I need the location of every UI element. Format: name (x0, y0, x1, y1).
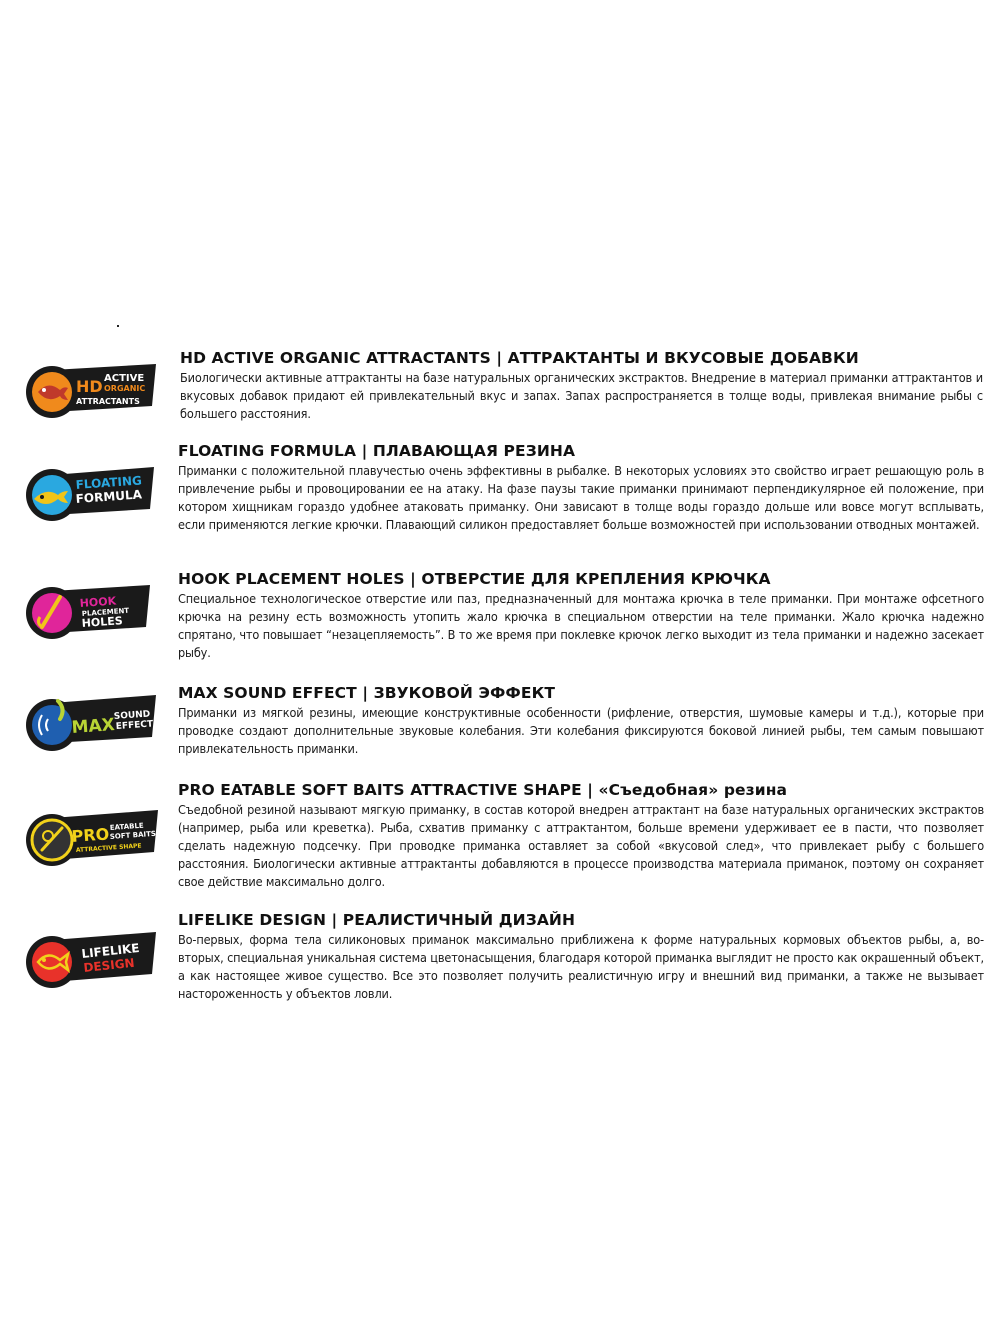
badge-floating-text: FLOATING (75, 473, 143, 492)
hook-placement-holes-badge (24, 583, 160, 645)
feature-text (178, 780, 984, 891)
feature-title: PRO EATABLE SOFT BAITS ATTRACTIVE SHAPE | «Съедобная» резина (178, 781, 788, 799)
badge-formula-text: FORMULA (75, 487, 143, 506)
badge-effect-text: EFFECT (115, 719, 154, 732)
badge-active-text: ACTIVE (104, 373, 145, 384)
badge-design-text: DESIGN (82, 955, 136, 975)
pro-eatable-soft-baits-badge (24, 808, 160, 870)
feature-description: Приманки с положительной плавучестью очень эффективны в рыбалке. В некоторых условиях это свойство играет решающую роль в привлечение рыбы и провоцировании ее на атаку. На фазе паузы такие приманки принимают перпендикулярное ей положение, при котором хищникам гораздо удобнее атаковать приманку. Они зависают в толще воды гораздо дольше или вовсе могут всплывать, если применяются легкие крючки. Плавающий силикон предоставляет больше возможностей при использовании отводных монтажей. (178, 463, 984, 533)
feature-text (178, 441, 984, 534)
feature-description: Съедобной резиной называют мягкую приманку, в состав которой внедрен аттрактант на базе натуральных органических экстрактов (например, рыба или креветка). Рыба, схватив приманку с аттрактантом, больше времени удерживает ее в пасти, что позволяет сделать надежную подсечку. При проводке приманка оставляет за собой «вкусовой след», что привлекает рыбу с большего расстояния. Биологически активные аттрактанты добавляются в процессе производства материала приманок, поэтому он сохраняет свое действие максимально долго. (178, 802, 984, 890)
badge-hd-text: HD (76, 377, 103, 396)
feature-description: Биологически активные аттрактанты на базе натуральных органических экстрактов. Внедрение в материал приманки аттрактантов и вкусовых добавок придают ей привлекательный вкус и запах. Запах распространяется в толще воды, привлекая внимание рыбы с большего расстояния. (180, 370, 983, 422)
feature-title: FLOATING FORMULA | ПЛАВАЮЩАЯ РЕЗИНА (178, 442, 576, 460)
badge-organic-text: ORGANIC (104, 384, 146, 393)
badge-pro-text: PRO (70, 824, 110, 846)
feature-title: LIFELIKE DESIGN | РЕАЛИСТИЧНЫЙ ДИЗАЙН (178, 911, 576, 929)
feature-text (178, 683, 984, 758)
lifelike-design-badge (24, 930, 160, 992)
badge-attractants-text: ATTRACTANTS (76, 397, 140, 406)
max-sound-effect-badge (24, 693, 160, 755)
stray-dot (117, 325, 119, 327)
badge-max-text: MAX (70, 715, 116, 738)
hd-active-organic-attractants-badge (24, 362, 160, 424)
badge-soft-baits-text: SOFT BAITS (109, 829, 157, 841)
floating-formula-badge (24, 465, 160, 527)
feature-description: Специальное технологическое отверстие или паз, предназначенный для монтажа крючка в теле приманки. При монтаже офсетного крючка на резину есть возможность утопить жало крючка в специальном отверстии на теле приманки. Жало крючка надежно спрятано, что повышает “незацепляемость”. В то же время при поклевке крючок легко выходит из тела приманки и надежно засекает рыбу. (178, 591, 984, 661)
badge-lifelike-text: LIFELIKE (80, 940, 141, 961)
feature-text (180, 348, 983, 423)
badge-attractive-shape-text: ATTRACTIVE SHAPE (75, 842, 142, 854)
feature-description: Приманки из мягкой резины, имеющие конструктивные особенности (рифление, отверстия, шумовые камеры и т.д.), которые при проводке создают дополнительные звуковые колебания. Эти колебания фиксируются боковой линией рыбы, тем самым повышают привлекательность приманки. (178, 705, 984, 757)
feature-title: HD ACTIVE ORGANIC ATTRACTANTS | АТТРАКТАНТЫ И ВКУСОВЫЕ ДОБАВКИ (180, 349, 859, 367)
feature-description: Во-первых, форма тела силиконовых приманок максимально приближена к форме натуральных кормовых объектов рыбы, а, во-вторых, специальная уникальная система цветонасыщения, благодаря которой приманка выглядит не просто как окрашенный объект, а как настоящее живое существо. Все это позволяет получить реалистичную игру и внешний вид приманки, а также не вызывает настороженность у объектов ловли. (178, 932, 984, 1002)
badge-hook-text: HOOK (79, 594, 117, 610)
badge-sound-text: SOUND (113, 709, 151, 722)
feature-text (178, 569, 984, 662)
badge-holes-text: HOLES (81, 614, 124, 630)
badge-placement-text: PLACEMENT (81, 606, 130, 618)
badge-eatable-text: EATABLE (109, 821, 144, 832)
feature-text (178, 910, 984, 1003)
feature-title: MAX SOUND EFFECT | ЗВУКОВОЙ ЭФФЕКТ (178, 684, 556, 702)
feature-title: HOOK PLACEMENT HOLES | ОТВЕРСТИЕ ДЛЯ КРЕПЛЕНИЯ КРЮЧКА (178, 570, 771, 588)
